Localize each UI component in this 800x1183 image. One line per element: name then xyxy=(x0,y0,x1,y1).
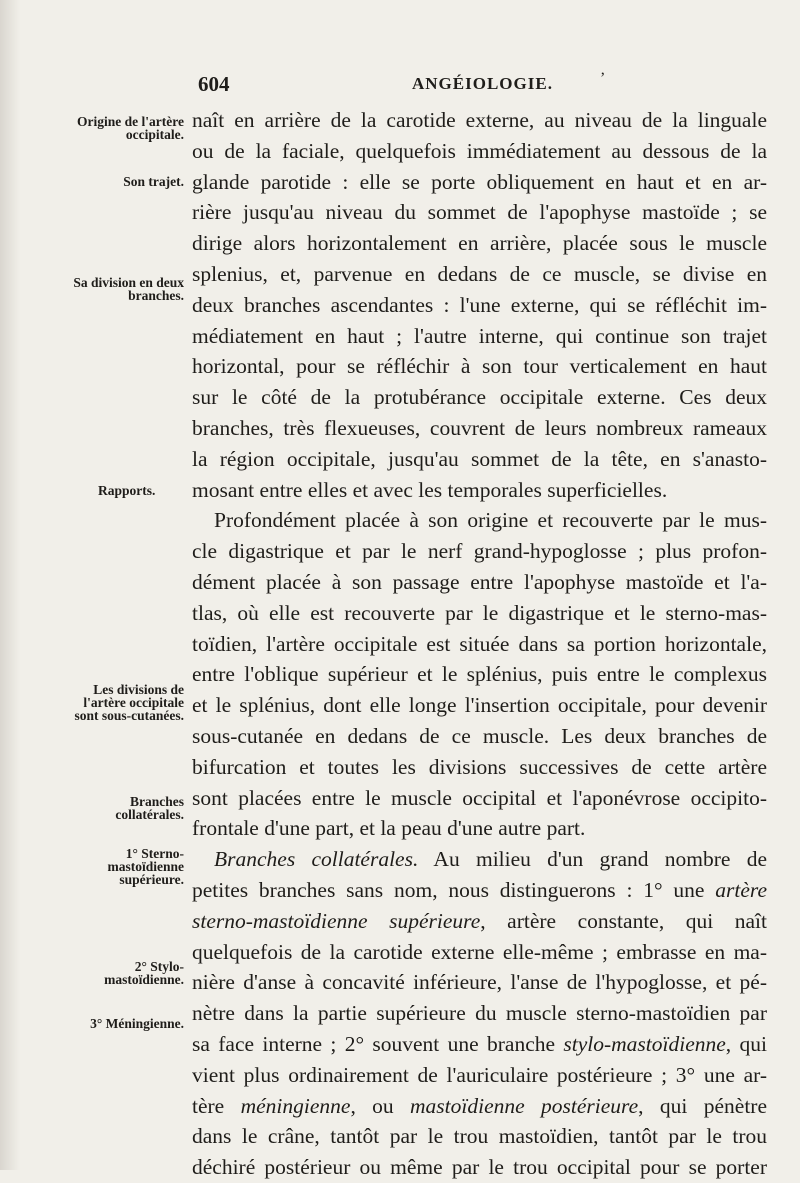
text-line: horizontal, pour se réfléchir à son tour verticalement en haut xyxy=(192,354,767,379)
text-line: dirige alors horizontalement en arrière, placée sous le muscle xyxy=(192,231,767,256)
text-line: entre l'oblique supérieur et le splénius, puis entre le complexus xyxy=(192,662,767,687)
text-line: tère méningienne, ou mastoïdienne postérieure, qui pénètre xyxy=(192,1093,767,1118)
text-line: vient plus ordinairement de l'auriculaire postérieure ; 3° une ar- xyxy=(192,1062,767,1087)
margin-note-sterno-mastoidienne: 1° Sterno-mastoïdienne supérieure. xyxy=(107,846,184,887)
margin-note-stylo-mastoidienne: 2° Stylo-mastoïdienne. xyxy=(104,959,184,987)
text-line: frontale d'une part, et la peau d'une autre part. xyxy=(192,816,586,841)
text-line: glande parotide : elle se porte obliquement en haut et en ar- xyxy=(192,169,767,194)
text-line: nière d'anse à concavité inférieure, l'anse de l'hypoglosse, et pé- xyxy=(192,970,767,995)
text-line: nètre dans la partie supérieure du muscle sterno-mastoïdien par xyxy=(192,1001,767,1026)
margin-note-trajet: Son trajet. xyxy=(123,174,184,189)
margin-note-divisions-sous-cutanees: Les divisions de l'artère occipitale sont sous-cutanées. xyxy=(74,682,184,723)
text-line: et le splénius, dont elle longe l'insertion occipitale, pour devenir xyxy=(192,693,767,718)
text-line: bifurcation et toutes les divisions successives de cette artère xyxy=(192,754,767,779)
margin-note-division: Sa division en deux branches. xyxy=(73,275,184,303)
text-line: dément placée à son passage entre l'apophyse mastoïde et l'a- xyxy=(192,569,767,594)
margin-note-meningienne: 3° Méningienne. xyxy=(90,1016,184,1031)
running-head: ANGÉIOLOGIE. xyxy=(412,74,553,93)
text-line: tlas, où elle est recouverte par le digastrique et le sterno-mas- xyxy=(192,600,767,625)
text-line: sous-cutanée en dedans de ce muscle. Les deux branches de xyxy=(192,723,767,748)
text-line: branches, très flexueuses, couvrent de leurs nombreux rameaux xyxy=(192,415,767,440)
text-line: petites branches sans nom, nous distinguerons : 1° une artère xyxy=(192,877,767,902)
text-line: Profondément placée à son origine et recouverte par le mus- xyxy=(214,508,767,533)
text-line: déchiré postérieur ou même par le trou occipital pour se porter xyxy=(192,1155,767,1180)
page-number: 604 xyxy=(198,72,230,96)
margin-notes xyxy=(0,0,192,1170)
margin-note-origine: Origine de l'artère occipitale. xyxy=(77,114,184,142)
text-line: médiatement en haut ; l'autre interne, qui continue son trajet xyxy=(192,323,767,348)
text-line: toïdien, l'artère occipitale est située dans sa portion horizontale, xyxy=(192,631,767,656)
text-line: ou de la faciale, quelquefois immédiatement au dessous de la xyxy=(192,138,767,163)
text-line: deux branches ascendantes : l'une externe, qui se réfléchit im- xyxy=(192,292,767,317)
header-tick-mark: ’ xyxy=(600,70,606,87)
margin-note-rapports: Rapports. xyxy=(98,483,156,498)
text-line: quelquefois de la carotide externe elle-même ; embrasse en ma- xyxy=(192,939,767,964)
text-line: dans le crâne, tantôt par le trou mastoïdien, tantôt par le trou xyxy=(192,1124,767,1149)
text-line: mosant entre elles et avec les temporales superficielles. xyxy=(192,477,668,502)
text-line: Branches collatérales. Au milieu d'un grand nombre de xyxy=(214,847,767,872)
text-line: la région occipitale, jusqu'au sommet de la tête, en s'anasto- xyxy=(192,446,767,471)
text-line: naît en arrière de la carotide externe, au niveau de la linguale xyxy=(192,108,767,132)
text-line: rière jusqu'au niveau du sommet de l'apophyse mastoïde ; se xyxy=(192,200,767,225)
text-line: splenius, et, parvenue en dedans de ce muscle, se divise en xyxy=(192,261,767,286)
text-line: sont placées entre le muscle occipital et l'aponévrose occipito- xyxy=(192,785,767,810)
text-line: sterno-mastoïdienne supérieure, artère constante, qui naît xyxy=(192,908,767,933)
text-line: cle digastrique et par le nerf grand-hypoglosse ; plus profon- xyxy=(192,539,767,564)
margin-note-branches-collaterales: Branches collatérales. xyxy=(115,794,184,822)
text-line: sur le côté de la protubérance occipitale externe. Ces deux xyxy=(192,385,767,410)
body-text xyxy=(192,105,767,1183)
text-line: sa face interne ; 2° souvent une branche stylo-mastoïdienne, qui xyxy=(192,1031,767,1056)
